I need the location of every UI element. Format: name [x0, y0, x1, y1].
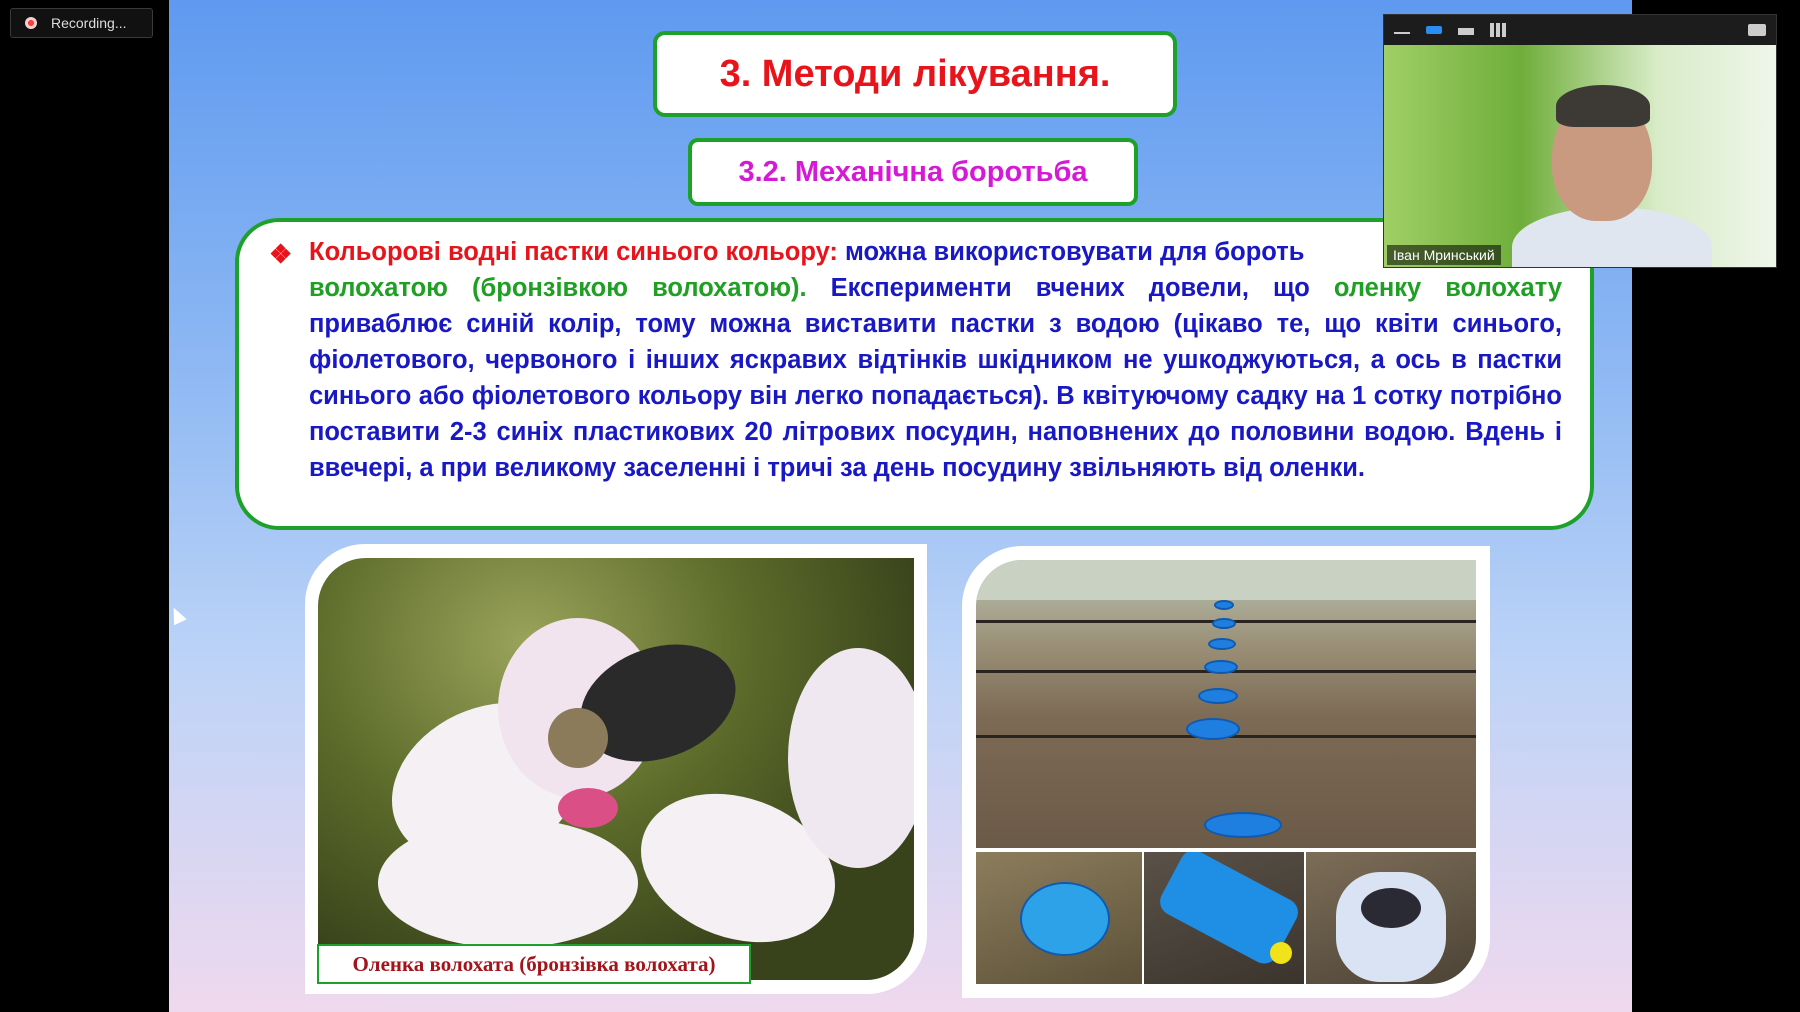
- text-part4: оленку волохату: [1333, 274, 1563, 302]
- participant-name: Іван Мринський: [1387, 245, 1501, 265]
- photo-caption: Оленка волохата (бронзівка волохата): [317, 944, 751, 984]
- text-part1: можна використовувати для бороть: [837, 238, 1305, 266]
- slide-title: 3. Методи лікування.: [653, 31, 1177, 117]
- text-lead: Кольорові водні пастки синього кольору:: [309, 238, 838, 266]
- beetle-photo: [318, 558, 914, 980]
- trap-bag-photo: [1306, 852, 1476, 984]
- text-part5: приваблює синій колір, тому можна виставити пастки з водою (цікаво те, що квіти синього, фіолетового, червоного і інших яскравих відтінків шкідником не ушкоджуються, а ось в пастки синього або фіолетового кольору він легко попадається). В квітуючому садку на 1 сотку потрібно поставити 2-3 синіх пластикових 20 літрових посудин, наповнених до половини водою. Вдень і ввечері, а при великому заселенні і тричі за день посудину звільняють від оленки.: [309, 310, 1562, 482]
- participant-hair: [1556, 85, 1650, 127]
- bullet-diamond-icon: ❖: [269, 239, 293, 269]
- strip-view-icon[interactable]: [1458, 25, 1474, 35]
- text-part2: волохатою (бронзівкою волохатою).: [309, 274, 807, 302]
- speaker-view-icon[interactable]: [1426, 26, 1442, 34]
- text-part3: Експерименти вчених довели, що: [806, 274, 1334, 302]
- trap-bowl-photo: [976, 852, 1142, 984]
- video-participant-tile[interactable]: [1383, 14, 1777, 268]
- recording-indicator[interactable]: [10, 8, 153, 38]
- beetle-photo-frame: [305, 544, 927, 994]
- trap-bottle-photo: [1144, 852, 1304, 984]
- orchard-traps-photo: [976, 560, 1476, 848]
- video-feed: [1384, 45, 1776, 267]
- recording-label: Recording...: [51, 15, 127, 31]
- minimize-icon[interactable]: [1394, 26, 1410, 34]
- gallery-view-icon[interactable]: [1490, 23, 1506, 37]
- record-icon: [25, 17, 37, 29]
- exit-minimize-icon[interactable]: [1748, 24, 1766, 36]
- video-toolbar: [1384, 15, 1776, 45]
- slide-subtitle: 3.2. Механічна боротьба: [688, 138, 1138, 206]
- traps-photo-frame: [962, 546, 1490, 998]
